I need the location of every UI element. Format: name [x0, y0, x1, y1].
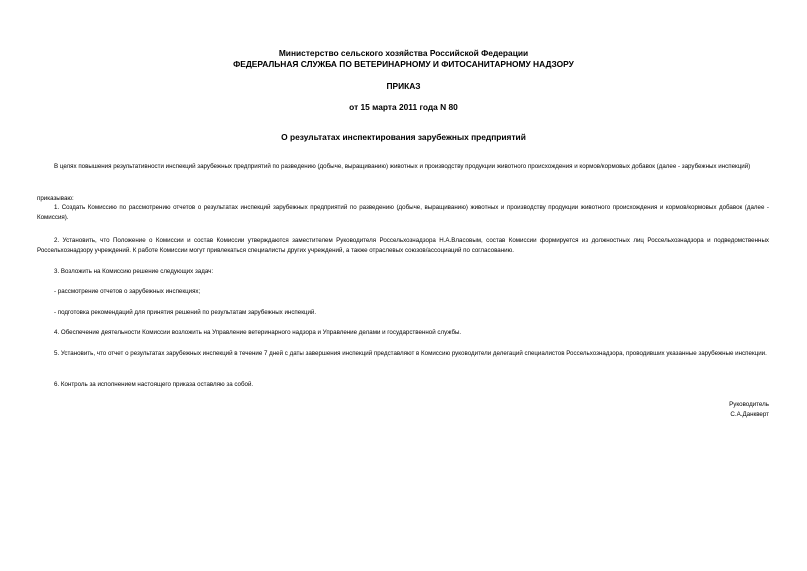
paragraph-item-5: 5. Установить, что отчет о результатах зарубежных инспекций в течение 7 дней с даты завершения инспекций представляют в Комиссию руководители делегаций специалистов Россельхознадзора, проводивших указанные зарубежные инспекции.	[54, 350, 767, 357]
document-type-heading: ПРИКАЗ	[386, 81, 421, 91]
paragraph-item-4: 4. Обеспечение деятельности Комиссии возложить на Управление ветеринарного надзора и Управление делами и государственной службы.	[54, 329, 462, 336]
ministry-heading: Министерство сельского хозяйства Российской Федерации	[278, 48, 529, 58]
paragraph-item-2: 2. Установить, что Положение о Комиссии и состав Комиссии утверждаются заместителем Руководителя Россельхознадзора Н.А.Власовым, состав Комиссии формируется из должностных лиц Россельхознадзора и подведомственных Россельхознадзору учреждений. К работе Комиссии могут привлекаться специалисты других учреждений, а также отраслевых союзов/ассоциаций по согласованию.	[37, 237, 769, 254]
task-list-item-2: - подготовка рекомендаций для принятия решений по результатам зарубежных инспекций.	[54, 309, 317, 316]
document-title: О результатах инспектирования зарубежных предприятий	[281, 132, 526, 142]
preamble-paragraph: В целях повышения результативности инспекций зарубежных предприятий по разведению (добыче, выращиванию) животных и производству продукции животного происхождения и кормов/кормовых добавок (далее - зарубежных инспекций)	[54, 163, 751, 170]
task-list-item-1: - рассмотрение отчетов о зарубежных инспекциях;	[54, 288, 201, 295]
paragraph-item-1: 1. Создать Комиссию по рассмотрению отчетов о результатах инспекций зарубежных предприятий по разведению (добыче, выращиванию) животных и производству продукции животного происхождения и кормов/кормовых добавок (далее - Комиссия).	[37, 204, 769, 221]
document-date-number: от 15 марта 2011 года N 80	[349, 102, 458, 112]
paragraph-item-6: 6. Контроль за исполнением настоящего приказа оставляю за собой.	[54, 381, 254, 388]
signature-position: Руководитель	[729, 401, 769, 408]
order-word: приказываю:	[37, 195, 74, 202]
service-heading: ФЕДЕРАЛЬНАЯ СЛУЖБА ПО ВЕТЕРИНАРНОМУ И ФИТОСАНИТАРНОМУ НАДЗОРУ	[233, 59, 574, 69]
paragraph-item-3: 3. Возложить на Комиссию решение следующих задач:	[54, 268, 214, 275]
signature-name: С.А.Данкверт	[730, 411, 769, 418]
